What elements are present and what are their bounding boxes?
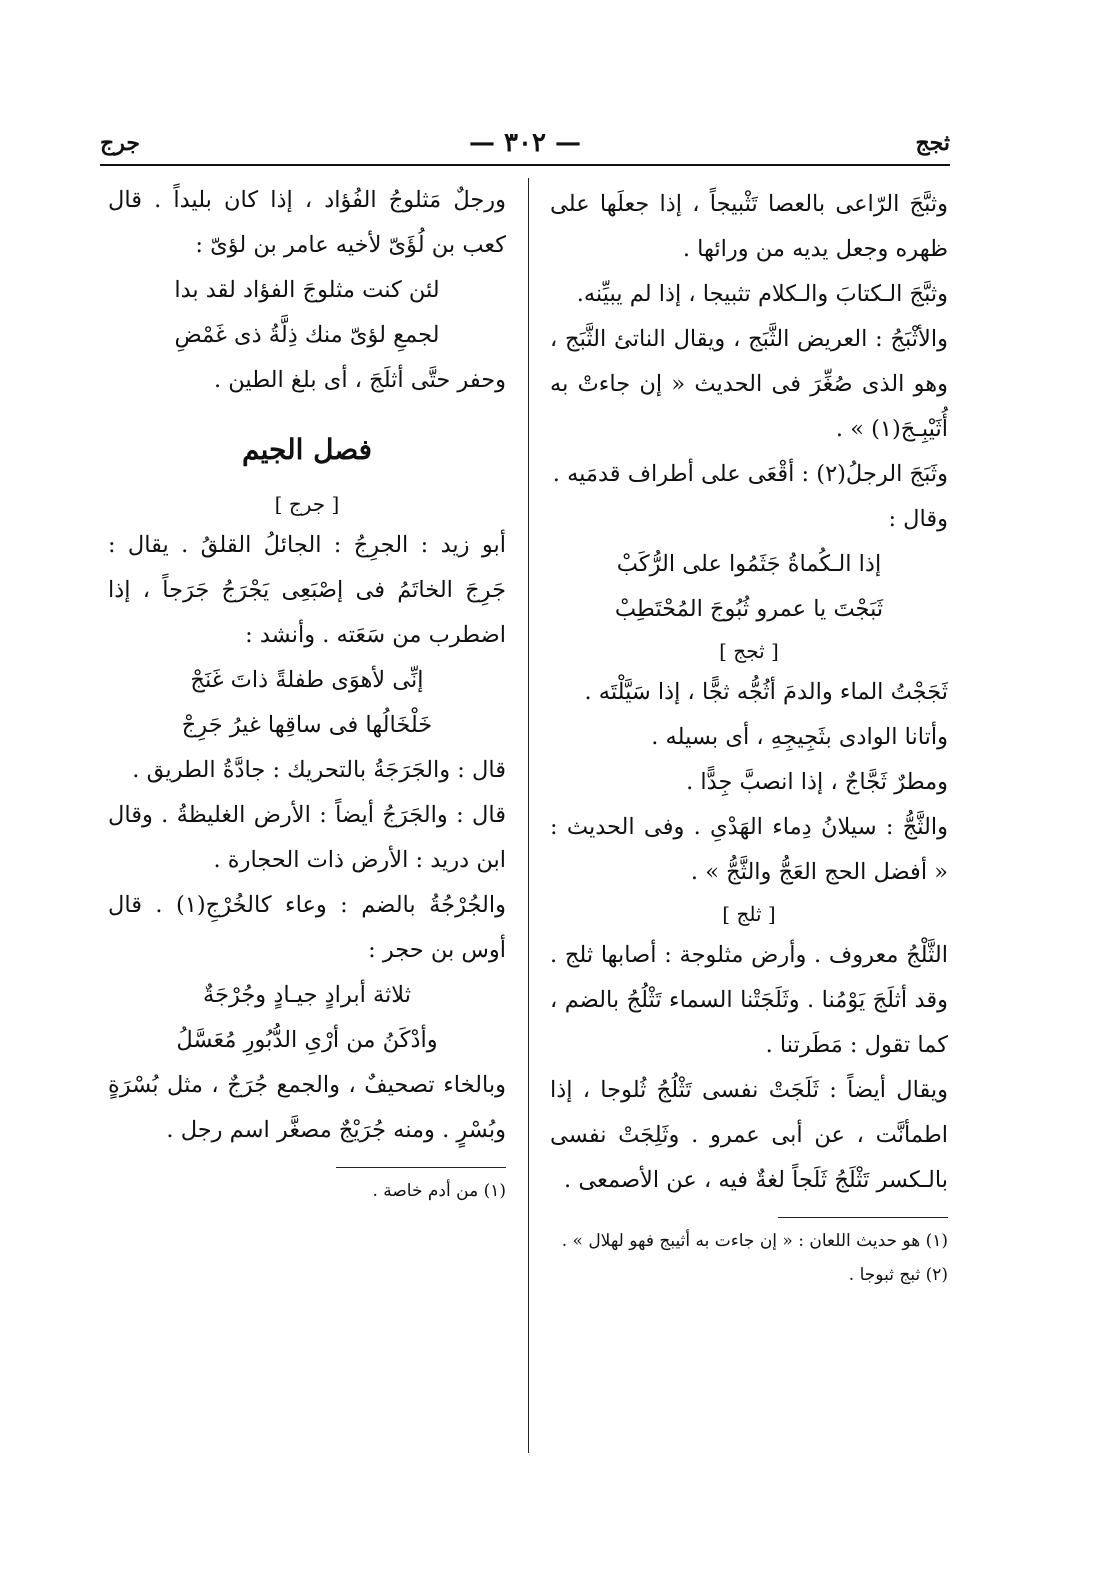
paragraph: وبالخاء تصحيفٌ ، والجمع جُرَجٌ ، مثل بُسْرَةٍ وبُسْرٍ . ومنه جُرَيْجٌ مصغَّر اسم رجل .: [108, 1072, 506, 1143]
footnote: (١) من أدم خاصة .: [372, 1181, 506, 1201]
page-number: — ٣٠٢ —: [468, 128, 582, 158]
paragraph: قال : والجَرَجَةُ بالتحريك : جادَّةُ الطريق .: [132, 757, 506, 783]
header-rule: [100, 164, 950, 166]
paragraph: أبو زيد : الجرِجُ : الجائلُ القلقُ . يقال : جَرِجَ الخاتَمُ فى إصْبَعِى يَجْرَجُ جَرَجاً ، إذا اضطرب من سَعَته . وأنشد :: [108, 532, 506, 648]
paragraph: وثَبَجَ الرجلُ(٢) : أقْعَى على أطراف قدمَيه .: [552, 461, 948, 487]
paragraph: وقال :: [888, 506, 948, 532]
left-column: [108, 178, 506, 1208]
verse-line: لئن كنت مثلوجَ الفؤاد لقد بدا: [174, 277, 440, 303]
page-header: [100, 120, 950, 166]
verse-line: إذا الـكُماةُ جَثَمُوا على الرُّكَبْ: [616, 551, 882, 577]
verse-line: إنِّى لأهوَى طفلةً ذاتَ غَنَجْ: [190, 667, 424, 693]
verse-line: خَلْخَالُها فى ساقِها غيرُ جَرِجْ: [181, 712, 433, 738]
paragraph: والجُرْجُةُ بالضم : وعاء كالخُرْجِ(١) . قال أوس بن حجر :: [108, 892, 506, 963]
paragraph: ثَجَجْتُ الماء والدمَ أثُجُّه ثجًّا ، إذا سَيَّلْتَه .: [584, 679, 948, 705]
verse-line: ثَبَجْتَ يا عمرو ثُبُوجَ المُحْتَطِبْ: [614, 596, 884, 622]
section-title: فصل الجيم: [241, 433, 373, 466]
entry-heading: [ ثجج ]: [719, 639, 779, 663]
paragraph: والثَّجُّ : سيلانُ دِماء الهَدْىِ . وفى الحديث : « أفضل الحج العَجُّ والثَّجُّ » .: [550, 814, 948, 885]
verse-line: ثلاثة أبرادٍ جيـادٍ وجُرْجَةٌ: [203, 982, 411, 1008]
header-keyword-left: جرج: [100, 130, 140, 156]
column-divider: [528, 178, 529, 1453]
paragraph: وثبَّجَ الـكتابَ والـكلام تثبيجا ، إذا لم يبيِّنه.: [576, 281, 948, 307]
footnote-rule: [336, 1167, 506, 1168]
paragraph: الثَّلْجُ معروف . وأرض مثلوجة : أصابها ثلج . وقد أثلَجَ يَوْمُنا . وثَلَجَتْنا السماء تَثْلُجُ بالضم ، كما تقول : مَطَرتنا .: [550, 942, 948, 1058]
paragraph: وحفر حتَّى أثلَجَ ، أى بلغ الطين .: [213, 367, 506, 393]
verse-line: وأدْكَنُ من أرْىِ الدُّبُورِ مُعَسَّلُ: [176, 1027, 438, 1053]
right-column: [550, 182, 948, 1292]
footnote: (٢) ثبج ثبوجا .: [848, 1265, 948, 1285]
paragraph: والأثْبَجُ : العريض الثَّبَج ، ويقال الناتئ الثَّبَج ، وهو الذى صُغِّرَ فى الحديث « إن جاءتْ به أُثَيْبِـجَ(١) » .: [550, 326, 948, 442]
header-keyword-right: ثجج: [915, 130, 950, 156]
entry-heading: [ ثلج ]: [722, 902, 776, 926]
footnote-rule: [778, 1217, 948, 1218]
paragraph: وأتانا الوادى بثَجِيجِهِ ، أى بسيله .: [651, 724, 948, 750]
paragraph: ورجلٌ مَثلوجُ الفُؤاد ، إذا كان بليداً . قال كعب بن لُؤَىّ لأخيه عامر بن لؤىّ :: [108, 187, 506, 258]
paragraph: ومطرٌ ثَجَّاجٌ ، إذا انصبَّ جِدًّا .: [686, 769, 948, 795]
paragraph: وثبَّجَ الرّاعى بالعصا تَثْبيجاً ، إذا جعلَها على ظهره وجعل يديه من ورائها .: [550, 191, 948, 262]
entry-heading: [ جرج ]: [274, 492, 340, 516]
paragraph: قال : والجَرَجُ أيضاً : الأرض الغليظةُ . وقال ابن دريد : الأرض ذات الحجارة .: [108, 802, 506, 873]
paragraph: ويقال أيضاً : ثَلَجَتْ نفسى تَثْلُجُ ثُلوجا ، إذا اطمأنَّت ، عن أبى عمرو . وثَلِجَتْ نفسى بالـكسر تَثْلَجُ ثَلَجاً لغةٌ فيه ، عن الأصمعى .: [550, 1077, 948, 1193]
footnote: (١) هو حديث اللعان : « إن جاءت به أثيبج فهو لهلال » .: [561, 1231, 948, 1251]
verse-line: لجمعِ لؤىّ منك ذِلَّةُ ذى غَمْضِ: [174, 322, 440, 348]
